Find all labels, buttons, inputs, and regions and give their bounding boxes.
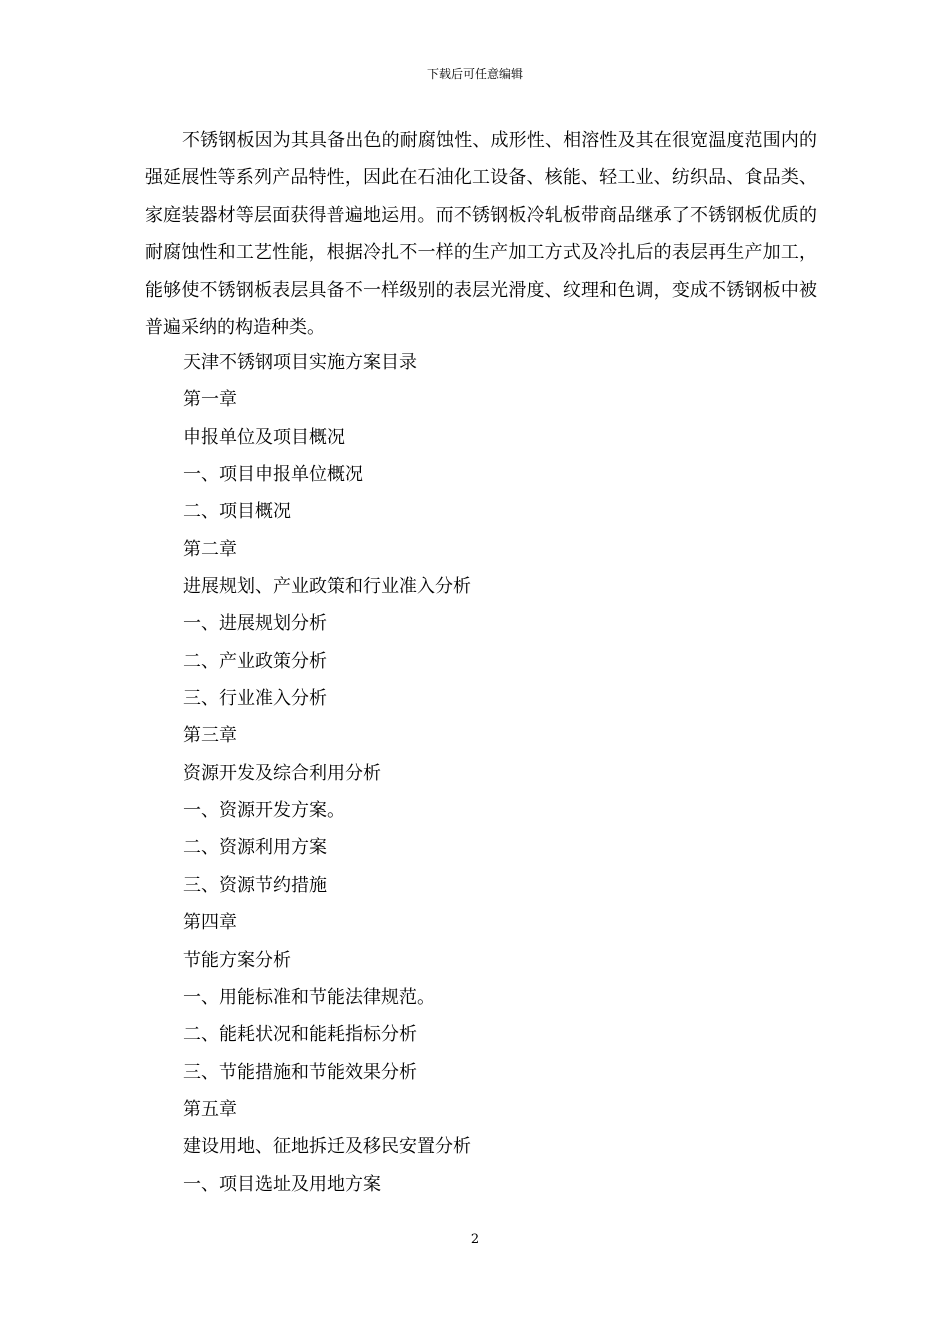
toc-item: 二、项目概况 xyxy=(183,501,291,523)
toc-title: 天津不锈钢项目实施方案目录 xyxy=(183,352,417,373)
toc-chapter-5-title: 建设用地、征地拆迁及移民安置分析 xyxy=(183,1136,471,1158)
page-header: 下载后可任意编辑 xyxy=(426,67,523,81)
toc-chapter-5: 第五章 xyxy=(183,1098,237,1120)
toc-chapter-2-title: 进展规划、产业政策和行业准入分析 xyxy=(183,576,471,598)
toc-chapter-2: 第二章 xyxy=(183,538,237,560)
toc-item: 三、资源节约措施 xyxy=(183,874,327,896)
toc-chapter-4: 第四章 xyxy=(183,912,237,934)
toc-chapter-1-title: 申报单位及项目概况 xyxy=(183,426,345,448)
toc-item: 一、进展规划分析 xyxy=(183,613,327,635)
toc-item: 三、节能措施和节能效果分析 xyxy=(183,1061,417,1083)
toc-chapter-3: 第三章 xyxy=(183,725,237,747)
intro-paragraph: 不锈钢板因为其具备出色的耐腐蚀性、成形性、相溶性及其在很宽温度范围内的强延展性等系列产品特性，因此在石油化工设备、核能、轻工业、纺织品、食品类、家庭装器材等层面获得普遍地运用。而不锈钢板冷轧板带商品继承了不锈钢板优质的耐腐蚀性和工艺性能，根据冷扎不一样的生产加工方式及冷扎后的表层再生产加工，能够使不锈钢板表层具备不一样级别的表层光滑度、纹理和色调，变成不锈钢板中被普遍采纳的构造种类。 xyxy=(145,130,817,339)
toc-chapter-4-title: 节能方案分析 xyxy=(183,949,291,971)
toc-item: 二、资源利用方案 xyxy=(183,837,327,859)
toc-item: 二、产业政策分析 xyxy=(183,650,327,672)
toc-chapter-1: 第一章 xyxy=(183,389,237,411)
toc-item: 二、能耗状况和能耗指标分析 xyxy=(183,1024,417,1046)
page-number: 2 xyxy=(470,1232,480,1247)
toc-chapter-3-title: 资源开发及综合利用分析 xyxy=(183,762,381,784)
toc-item: 一、资源开发方案。 xyxy=(183,800,345,822)
toc-item: 一、项目选址及用地方案 xyxy=(183,1173,381,1195)
toc-item: 一、用能标准和节能法律规范。 xyxy=(183,986,435,1008)
table-of-contents xyxy=(183,344,823,1203)
toc-item: 三、行业准入分析 xyxy=(183,688,327,710)
toc-item: 一、项目申报单位概况 xyxy=(183,464,363,486)
